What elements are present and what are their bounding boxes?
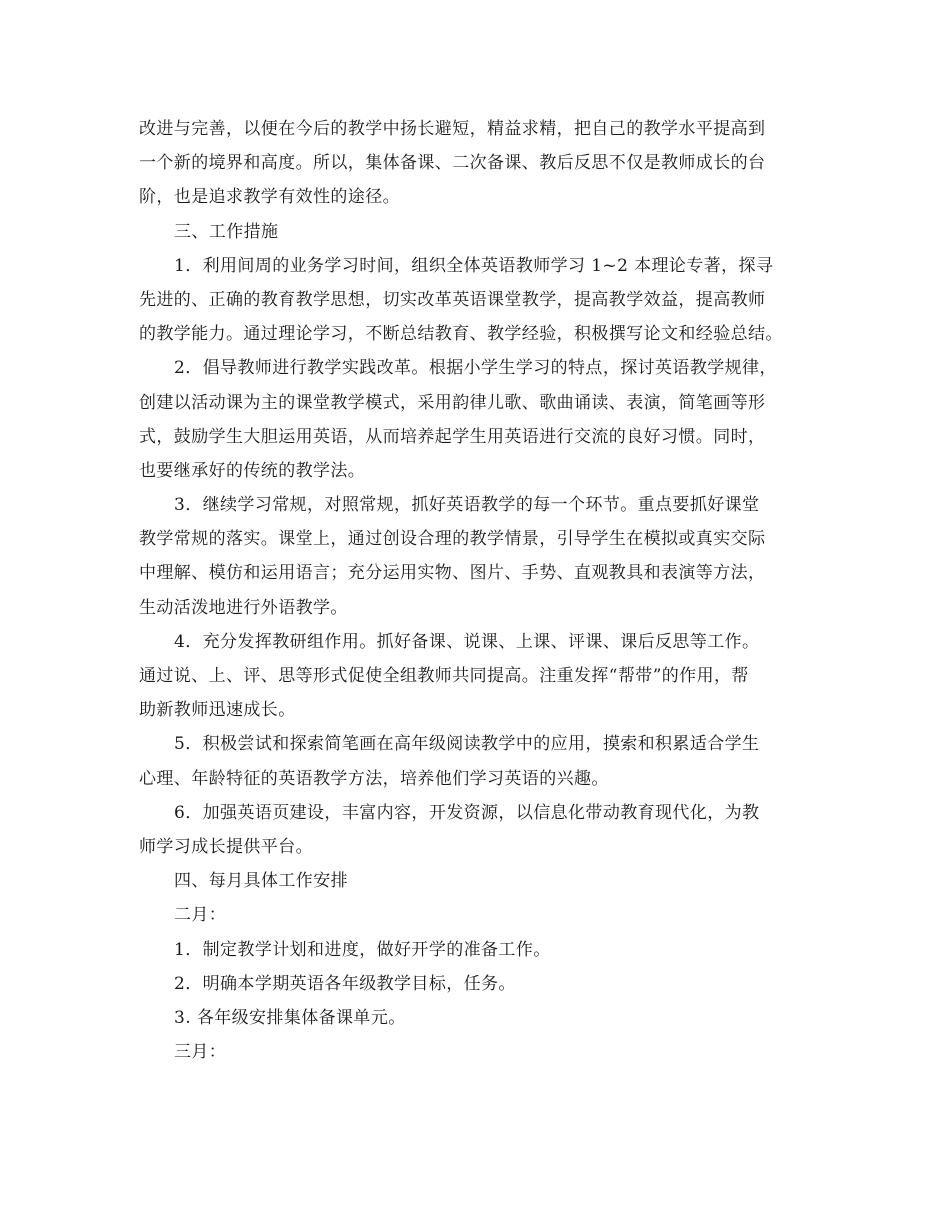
text-line: 四、每月具体工作安排 — [174, 871, 348, 892]
text-line: 3. 各年级安排集体备课单元。 — [174, 1007, 406, 1028]
text-line: 中理解、模仿和运用语言；充分运用实物、图片、手势、直观教具和表演等方法， — [139, 563, 766, 584]
text-line: 阶，也是追求教学有效性的途径。 — [139, 187, 400, 208]
text-line: 1．制定教学计划和进度，做好开学的准备工作。 — [174, 939, 551, 960]
text-line: 的教学能力。通过理论学习，不断总结教育、教学经验，积极撰写论文和经验总结。 — [139, 324, 783, 345]
text-line: 2．明确本学期英语各年级教学目标，任务。 — [174, 973, 516, 994]
document-body — [139, 112, 819, 1069]
text-line: 改进与完善，以便在今后的教学中扬长避短，精益求精，把自己的教学水平提高到 — [139, 119, 766, 139]
text-line: 2．倡导教师进行教学实践改革。根据小学生学习的特点，探讨英语教学规律， — [174, 358, 777, 379]
text-line: 5．积极尝试和探索简笔画在高年级阅读教学中的应用，摸索和积累适合学生 — [174, 734, 760, 755]
text-line: 助新教师迅速成长。 — [139, 700, 296, 721]
text-line: 教学常规的落实。课堂上，通过创设合理的教学情景，引导学生在模拟或真实交际 — [139, 529, 766, 550]
text-line: 式，鼓励学生大胆运用英语，从而培养起学生用英语进行交流的良好习惯。同时， — [139, 426, 766, 447]
text-line: 先进的、正确的教育教学思想，切实改革英语课堂教学，提高教学效益，提高教师 — [139, 289, 766, 310]
text-line: 4．充分发挥教研组作用。抓好备课、说课、上课、评课、课后反思等工作。 — [174, 631, 760, 652]
text-line: 三月： — [174, 1042, 227, 1063]
text-line: 3．继续学习常规，对照常规，抓好英语教学的每一个环节。重点要抓好课堂 — [174, 495, 760, 516]
text-line: 6．加强英语页建设，丰富内容，开发资源，以信息化带动教育现代化，为教 — [174, 802, 760, 823]
text-line: 通过说、上、评、思等形式促使全组教师共同提高。注重发挥“帮带”的作用，帮 — [139, 666, 749, 686]
text-line: 师学习成长提供平台。 — [139, 836, 313, 857]
text-line: 也要继承好的传统的教学法。 — [139, 460, 366, 481]
text-line: 1．利用间周的业务学习时间，组织全体英语教师学习 1~2 本理论专著，探寻 — [174, 255, 774, 276]
text-line: 心理、年龄特征的英语教学方法，培养他们学习英语的兴趣。 — [139, 768, 609, 789]
text-line: 二月： — [174, 905, 227, 926]
text-line: 创建以活动课为主的课堂教学模式，采用韵律儿歌、歌曲诵读、表演，简笔画等形 — [139, 392, 766, 413]
text-line: 生动活泼地进行外语教学。 — [139, 597, 348, 618]
text-line: 一个新的境界和高度。所以，集体备课、二次备课、教后反思不仅是教师成长的台 — [139, 153, 766, 174]
text-line: 三、工作措施 — [174, 221, 279, 242]
